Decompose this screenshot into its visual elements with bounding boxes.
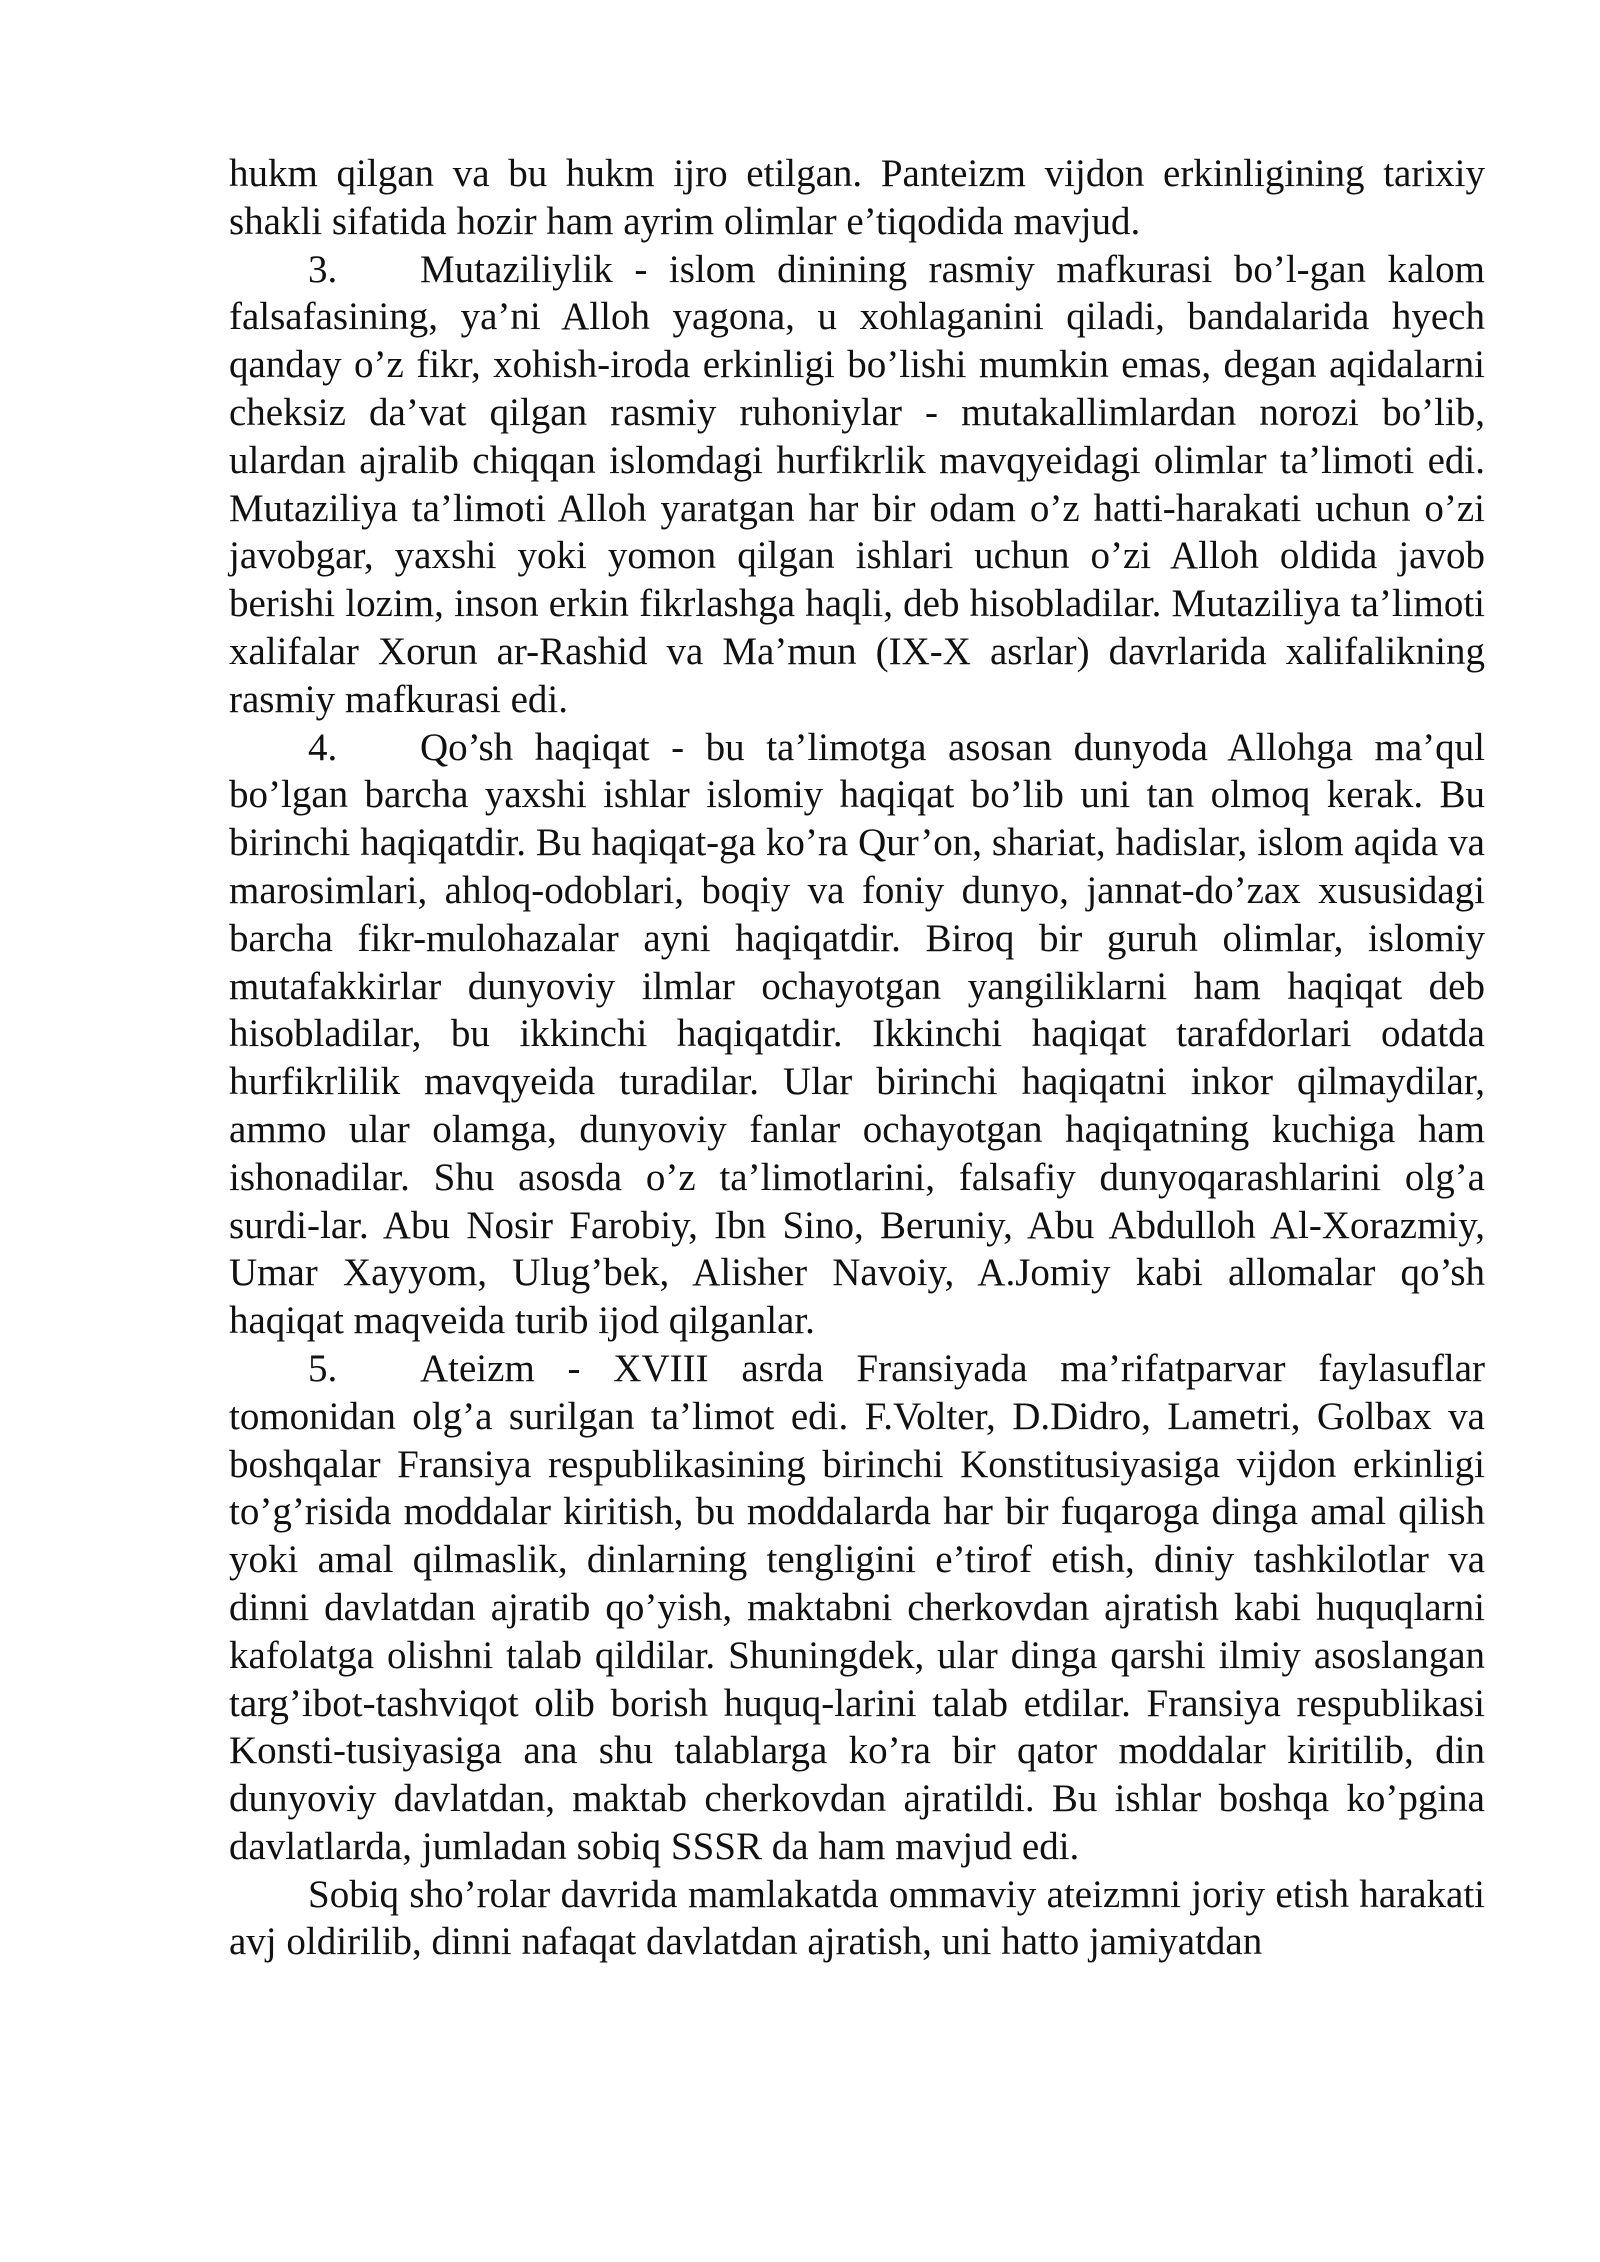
list-item-number: 3. (308, 247, 338, 291)
closing-paragraph: Sobiq sho’rolar davrida mamlakatda ommaviy ateizmni joriy etish harakati avj oldirilib, dinni nafaqat davlatdan ajratish, uni hatto jamiyatdan (229, 1872, 1485, 1964)
list-item-text: Qo’sh haqiqat - bu ta’limotga asosan dunyoda Allohga ma’qul bo’lgan barcha yaxshi ishlar islomiy haqiqat bo’lib uni tan olmoq kerak. Bu birinchi haqiqatdir. Bu haqiqat-ga ko’ra Qur’on, shariat, hadislar, islom aqida va marosimlari, ahloq-odoblari, boqiy va foniy dunyo, jannat-do’zax xususidagi barcha fikr-mulohazalar ayni haqiqatdir. Biroq bir guruh olimlar, islomiy mutafakkirlar dunyoviy ilmlar ochayotgan yangiliklarni ham haqiqat deb hisobladilar, bu ikkinchi haqiqatdir. Ikkinchi haqiqat tarafdorlari odatda hurfikrlilik mavqyeida turadilar. Ular birinchi haqiqatni inkor qilmaydilar, ammo ular olamga, dunyoviy fanlar ochayotgan haqiqatning kuchiga ham ishonadilar. Shu asosda o’z ta’limotlarini, falsafiy dunyoqarashlarini olg’a surdi-lar. Abu Nosir Farobiy, Ibn Sino, Beruniy, Abu Abdulloh Al-Xorazmiy, Umar Xayyom, Ulug’bek, Alisher Navoiy, A.Jomiy kabi allomalar qo’sh haqiqat maqveida turib ijod qilganlar. (229, 725, 1485, 1343)
document-page (229, 150, 1485, 1966)
list-item-4 (229, 724, 1485, 1345)
list-item-number: 5. (308, 1346, 338, 1390)
list-item-number: 4. (308, 725, 338, 769)
list-item-text: Mutaziliylik - islom dinining rasmiy mafkurasi bo’l-gan kalom falsafasining, ya’ni Alloh yagona, u xohlaganini qiladi, bandalarida hyech qanday o’z fikr, xohish-iroda erkinligi bo’lishi mumkin emas, degan aqidalarni cheksiz da’vat qilgan rasmiy ruhoniylar - mutakallimlardan norozi bo’lib, ulardan ajralib chiqqan islomdagi hurfikrlik mavqyeidagi olimlar ta’limoti edi. Mutaziliya ta’limoti Alloh yaratgan har bir odam o’z hatti-harakati uchun o’zi javobgar, yaxshi yoki yomon qilgan ishlari uchun o’zi Alloh oldida javob berishi lozim, inson erkin fikrlashga haqli, deb hisobladilar. Mutaziliya ta’limoti xalifalar Xorun ar-Rashid va Ma’mun (IX-X asrlar) davrlarida xalifalikning rasmiy mafkurasi edi. (229, 247, 1485, 721)
intro-paragraph: hukm qilgan va bu hukm ijro etilgan. Panteizm vijdon erkinligining tarixiy shakli sifatida hozir ham ayrim olimlar e’tiqodida mavjud. (229, 152, 1485, 243)
list-item-3 (229, 246, 1485, 724)
list-item-text: Ateizm - XVIII asrda Fransiyada ma’rifatparvar faylasuflar tomonidan olg’a surilgan ta’limot edi. F.Volter, D.Didro, Lametri, Golbax va boshqalar Fransiya respublikasining birinchi Konstitusiyasiga vijdon erkinligi to’g’risida moddalar kiritish, bu moddalarda har bir fuqaroga dinga amal qilish yoki amal qilmaslik, dinlarning tengligini e’tirof etish, diniy tashkilotlar va dinni davlatdan ajratib qo’yish, maktabni cherkovdan ajratish kabi huquqlarni kafolatga olishni talab qildilar. Shuningdek, ular dinga qarshi ilmiy asoslangan targ’ibot-tashviqot olib borish huquq-larini talab etdilar. Fransiya respublikasi Konsti-tusiyasiga ana shu talablarga ko’ra bir qator moddalar kiritilib, din dunyoviy davlatdan, maktab cherkovdan ajratildi. Bu ishlar boshqa ko’pgina davlatlarda, jumladan sobiq SSSR da ham mavjud edi. (229, 1346, 1485, 1868)
list-item-5 (229, 1345, 1485, 1871)
